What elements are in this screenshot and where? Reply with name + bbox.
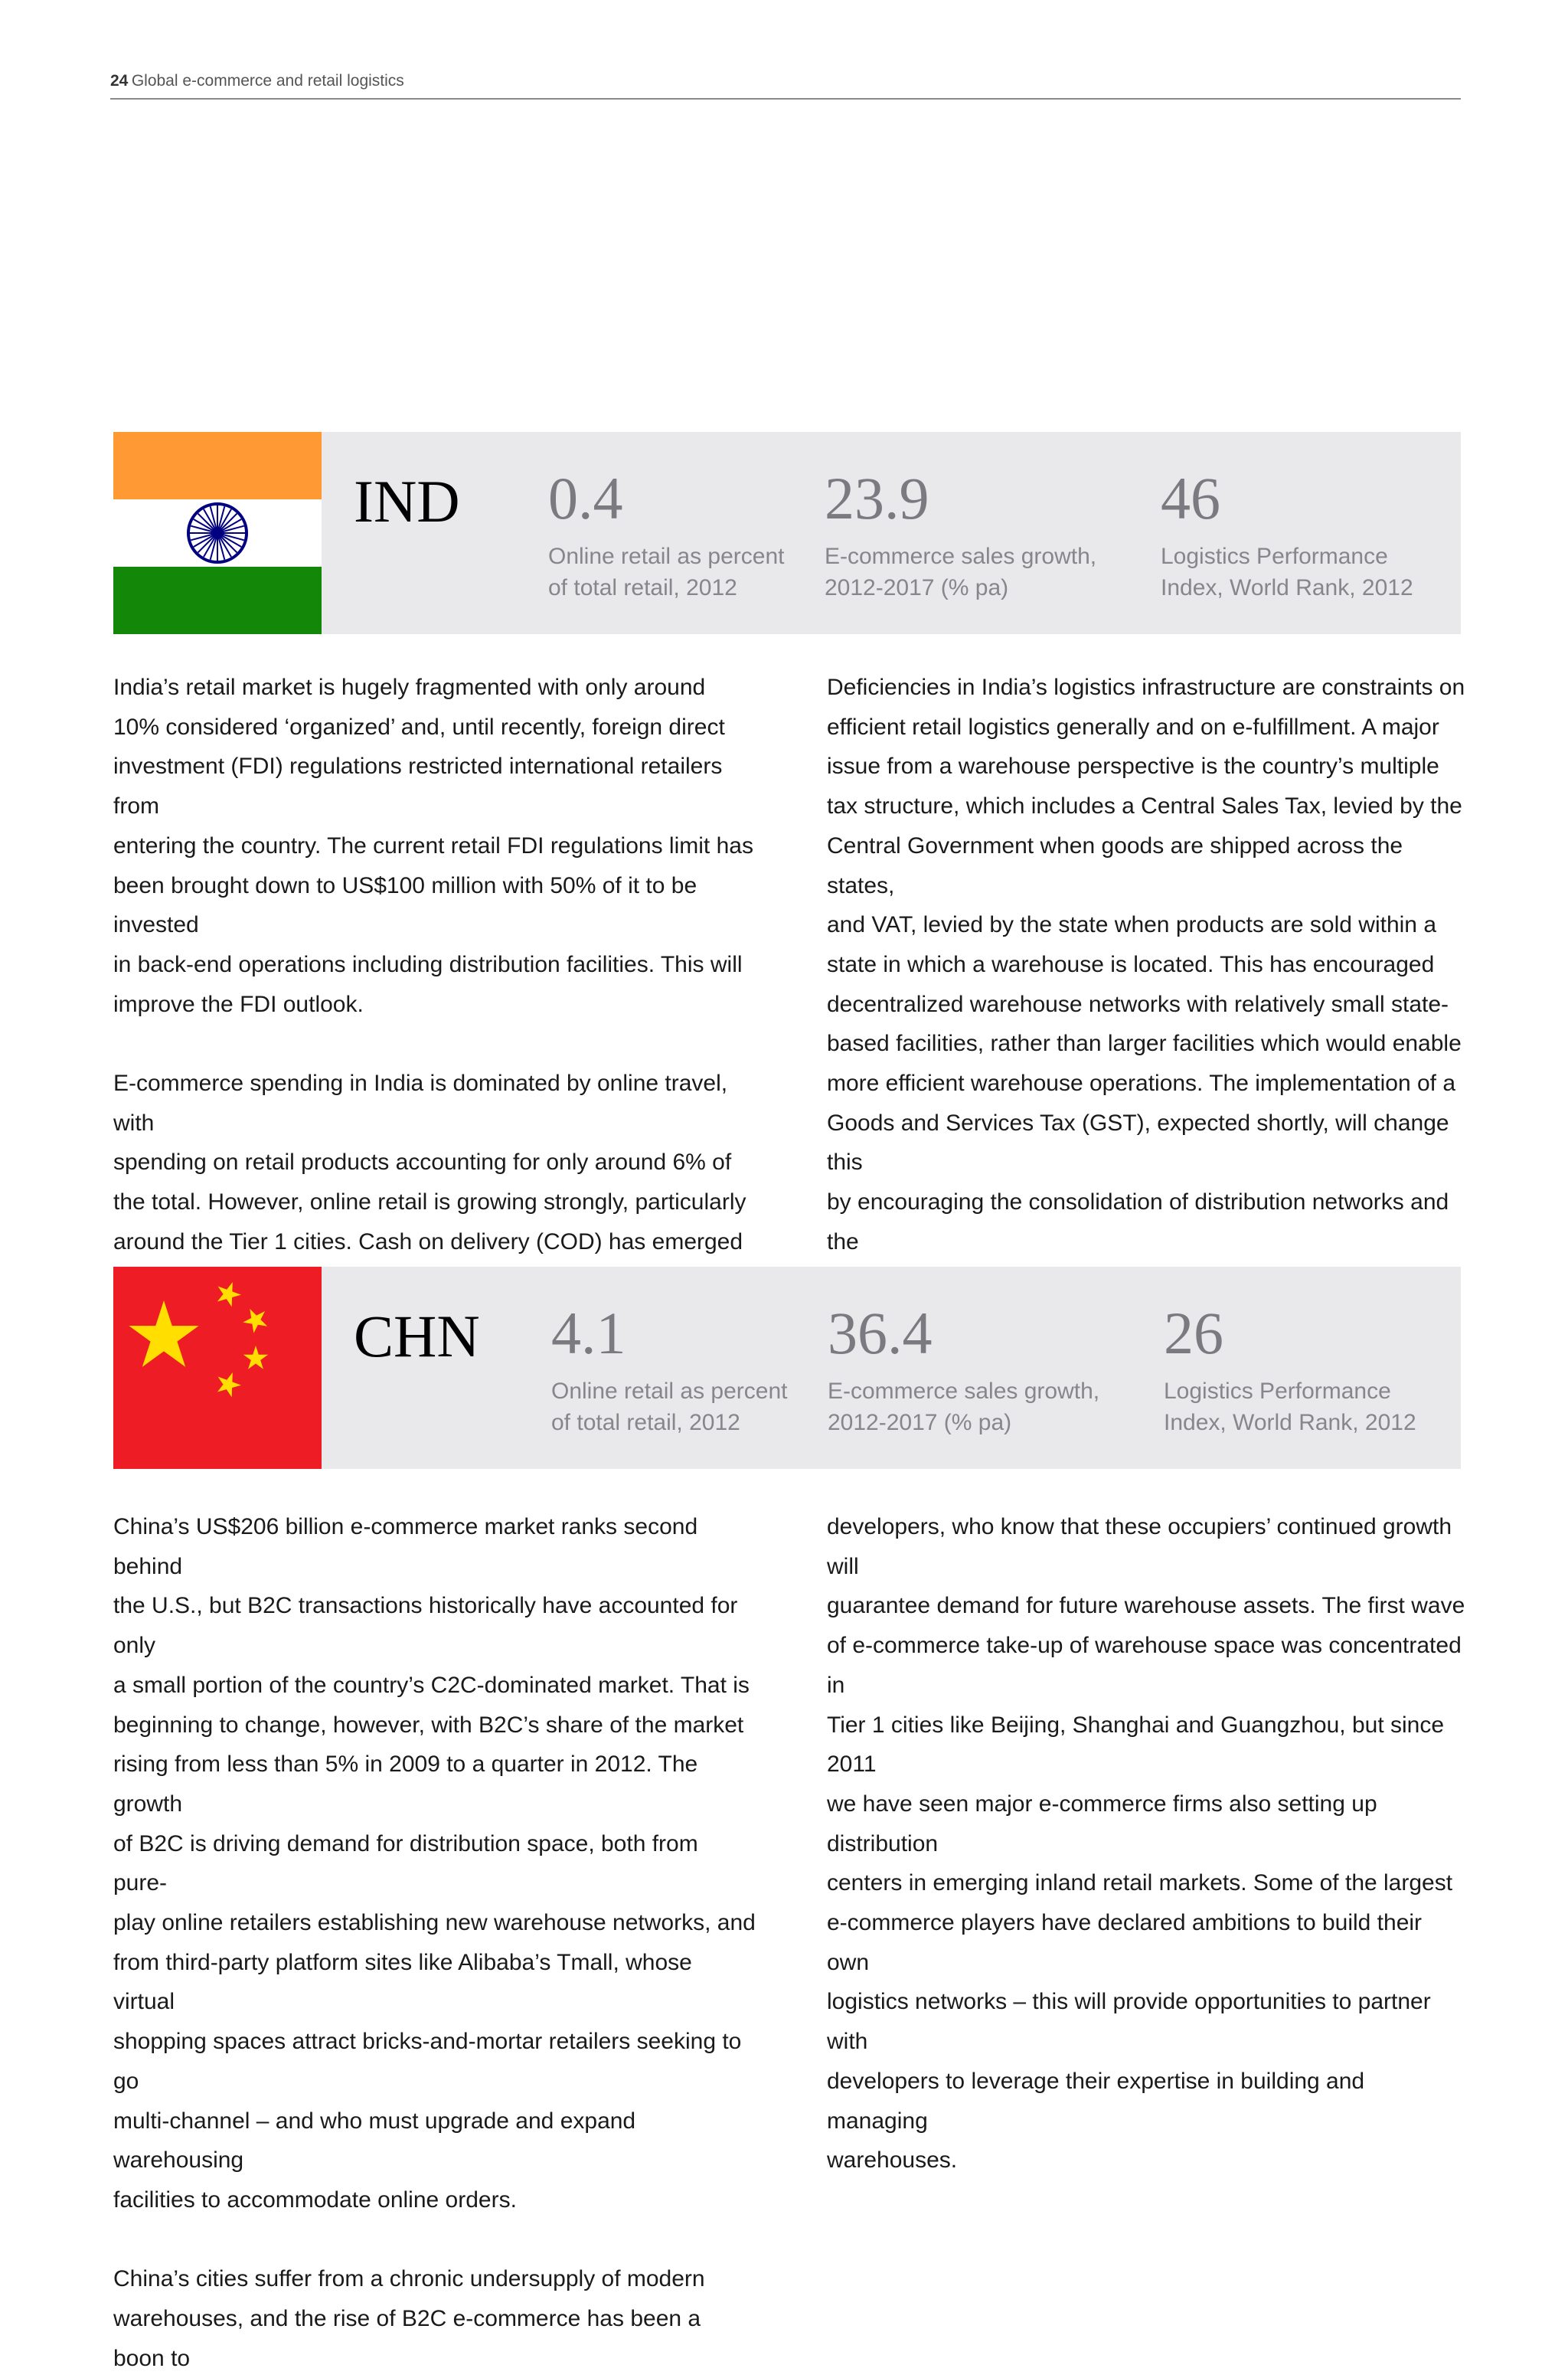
china-flag-field xyxy=(113,1267,322,1469)
china-text-right: developers, who know that these occupiers’ continued growth will guarantee demand for future warehouse assets. The first wave of e-commerce take-up of warehouse space was concentrated in Tier 1 cities like Beijing, Shanghai and Guangzhou, but since 2011 we have seen major e-commerce firms also setting up distribution centers in emerging inland retail markets. Some of the largest e-commerce players have declared ambitions to build their own logistics networks – this will provide opportunities to partner with developers to leverage their expertise in building and managing warehouses. xyxy=(827,1514,1465,2174)
stat-ecommerce-growth xyxy=(828,1300,1100,1438)
stat-value: 26 xyxy=(1164,1300,1223,1366)
china-flag-graphic xyxy=(113,1267,322,1469)
stat-logistics-rank xyxy=(1164,1300,1416,1438)
stat-value: 23.9 xyxy=(825,465,929,532)
india-stat-band xyxy=(113,432,1461,634)
stat-online-retail-share xyxy=(548,465,785,603)
stat-ecommerce-growth xyxy=(825,465,1097,603)
stat-value: 0.4 xyxy=(548,465,623,532)
stat-value: 4.1 xyxy=(551,1300,626,1366)
running-title: Global e-commerce and retail logistics xyxy=(131,72,404,90)
stat-label: E-commerce sales growth, 2012-2017 (% pa) xyxy=(825,544,1097,600)
china-flag xyxy=(113,1267,322,1469)
ashoka-chakra-icon xyxy=(188,504,247,562)
stat-value: 36.4 xyxy=(828,1300,933,1366)
page-number: 24 xyxy=(110,72,129,90)
stat-label: E-commerce sales growth, 2012-2017 (% pa) xyxy=(828,1379,1100,1435)
stat-logistics-rank xyxy=(1161,465,1413,603)
india-text-right: Deficiencies in India’s logistics infrastructure are constraints on efficient retail logistics generally and on e-fulfillment. A major issue from a warehouse perspective is the country’s multiple tax structure, which includes a Central Sales Tax, levied by the Central Government when goods are shipped across the states, and VAT, levied by the state when products are sold within a state in which a warehouse is located. This has encouraged decentralized warehouse networks with relatively small state- based facilities, rather than larger facilities which would enable more efficient warehouse operations. The implementation of a Goods and Services Tax (GST), expected shortly, will change this by encouraging the consolidation of distribution networks and the xyxy=(827,675,1465,1254)
india-flag-saffron-stripe xyxy=(113,432,322,499)
stat-label: Online retail as percent of total retail, 2012 xyxy=(548,544,785,600)
stat-label: Logistics Performance Index, World Rank, 2012 xyxy=(1161,544,1413,600)
china-text-left: China’s US$206 billion e-commerce market ranks second behind the U.S., but B2C transactions historically have accounted for only a small portion of the country’s C2C-dominated market. That is beginning to change, however, with B2C’s share of the market rising from less than 5% in 2009 to a quarter in 2012. The growth of B2C is driving demand for distribution space, both from pure- play online retailers establishing new warehouse networks, and from third-party platform sites like Alibaba’s Tmall, whose virtual shopping spaces attract bricks-and-mortar retailers seeking to go multi-channel – and who must upgrade and expand warehousing facilities to accommodate online orders. China’s cities suffer from a chronic undersupply of modern warehouses, and the rise of B2C e-commerce has been a boon to xyxy=(113,1514,756,2371)
india-flag-graphic xyxy=(113,432,322,634)
china-stat-band xyxy=(113,1267,1461,1469)
stat-label: Online retail as percent of total retail, 2012 xyxy=(551,1379,788,1435)
india-text-left: India’s retail market is hugely fragmented with only around 10% considered ‘organized’ and, until recently, foreign direct investment (FDI) regulations restricted international retailers from entering the country. The current retail FDI regulations limit has been brought down to US$100 million with 50% of it to be invested in back-end operations including distribution facilities. This will improve the FDI outlook. E-commerce spending in India is dominated by online travel, with spending on retail products accounting for only around 6% of the total. However, online retail is growing strongly, particularly around the Tier 1 cities. Cash on delivery (COD) has emerged xyxy=(113,675,753,1254)
stat-label: Logistics Performance Index, World Rank, 2012 xyxy=(1164,1379,1416,1435)
stat-online-retail-share xyxy=(551,1300,788,1438)
country-code: CHN xyxy=(354,1303,480,1369)
page-header xyxy=(110,72,1461,100)
stat-value: 46 xyxy=(1161,465,1220,532)
india-flag xyxy=(113,432,322,634)
country-code: IND xyxy=(354,468,460,535)
india-flag-green-stripe xyxy=(113,567,322,634)
